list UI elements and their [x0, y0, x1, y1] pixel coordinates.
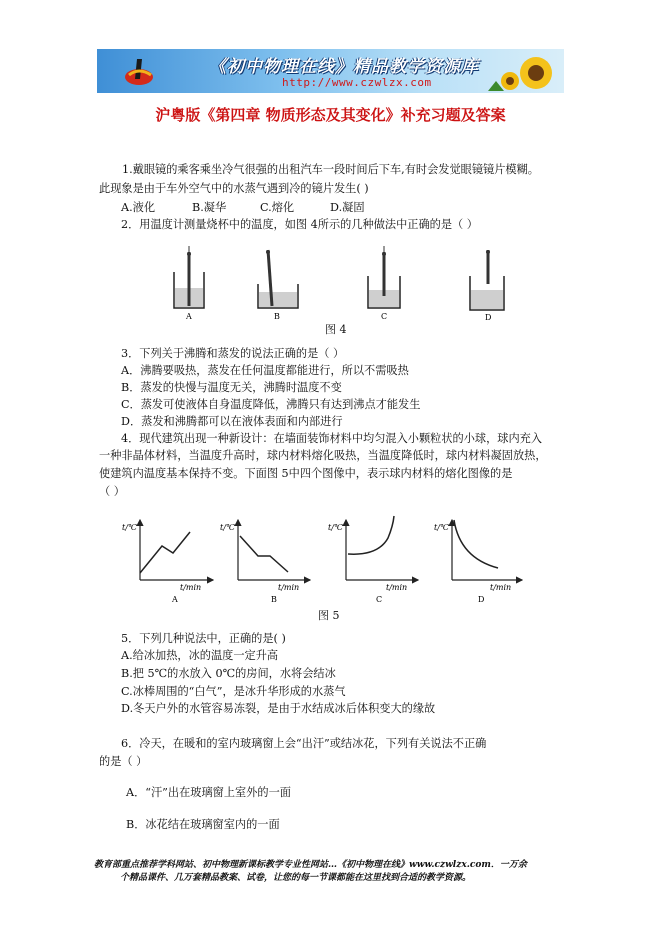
footer-line1: 教育部重点推荐学科网站、初中物理新课标教学专业性网站…《初中物理在线》www.czwlzx.com．一万余 [94, 860, 527, 870]
beaker-b [258, 250, 298, 308]
figure-4-caption: 图 4 [325, 323, 347, 336]
graph-d-x-label: t/min [490, 583, 512, 592]
q4-line1: 4．现代建筑出现一种新设计：在墙面装饰材料中均匀混入小颗粒状的小球，球内充入 [121, 432, 543, 445]
graph-a-y-label: t/℃ [122, 523, 137, 532]
q1-line1: 1.戴眼镜的乘客乘坐冷气很强的出租汽车一段时间后下车,有时会发觉眼镜镜片模糊。 [122, 163, 539, 176]
q5-option-c: C.冰棒周围的“白气”，是冰升华形成的水蒸气 [121, 685, 346, 698]
q6-option-b: B．冰花结在玻璃窗室内的一面 [126, 818, 280, 831]
q5-option-d: D.冬天户外的水管容易冻裂，是由于水结成冰后体积变大的缘故 [121, 702, 436, 715]
graph-d [434, 520, 522, 604]
q5-option-b: B.把 5℃的水放入 0℃的房间，水将会结冰 [121, 667, 336, 680]
graph-c-y-label: t/℃ [328, 523, 343, 532]
graph-c [328, 516, 418, 604]
sunflower-icon [488, 51, 558, 91]
fig4-label-c: C [381, 312, 388, 321]
q6-option-a: A．“汗”出在玻璃窗上室外的一面 [126, 786, 291, 799]
q2-line1: 2．用温度计测量烧杯中的温度，如图 4所示的几种做法中正确的是（ ） [121, 218, 478, 231]
q3-line1: 3．下列关于沸腾和蒸发的说法正确的是（ ） [121, 347, 345, 360]
q1-option-d: D.凝固 [330, 201, 365, 214]
site-logo-icon [121, 53, 157, 89]
beaker-a [174, 246, 204, 308]
q6-line2: 的是（ ） [99, 755, 148, 768]
footer-line2: 个精品课件、几万套精品教案、试卷，让您的每一节课都能在这里找到合适的教学资源。 [120, 873, 472, 883]
graph-b [220, 520, 310, 604]
graph-a-label: A [172, 595, 178, 604]
q1-line2: 此现象是由于车外空气中的水蒸气遇到冷的镜片发生( ) [99, 182, 369, 195]
q4-line4: （ ） [99, 485, 125, 498]
graph-d-label: D [478, 595, 485, 604]
figure-5-caption: 图 5 [318, 609, 340, 622]
beaker-d [470, 250, 504, 310]
q1-option-a: A.液化 [121, 201, 156, 214]
fig4-label-d: D [485, 313, 492, 322]
banner-title: 《初中物理在线》精品教学资源库 [209, 57, 479, 77]
q5-line1: 5．下列几种说法中，正确的是( ) [121, 632, 286, 645]
figure-4-beakers [160, 244, 520, 322]
fig4-label-a: A [186, 312, 192, 321]
fig4-label-b: B [274, 312, 280, 321]
banner-url[interactable]: http://www.czwlzx.com [282, 76, 432, 89]
q1-option-c: C.熔化 [260, 201, 295, 214]
site-banner [97, 49, 564, 93]
graph-b-label: B [271, 595, 277, 604]
q5-option-a: A.给冰加热，冰的温度一定升高 [121, 649, 279, 662]
figure-5-graphs [118, 508, 528, 608]
beaker-c [368, 246, 400, 308]
graph-a [122, 520, 213, 604]
q3-option-b: B．蒸发的快慢与温度无关，沸腾时温度不变 [121, 381, 342, 394]
document-title: 沪粤版《第四章 物质形态及其变化》补充习题及答案 [155, 106, 506, 124]
q3-option-a: A．沸腾要吸热，蒸发在任何温度都能进行，所以不需吸热 [121, 364, 409, 377]
q4-line2: 一种非晶体材料，当温度升高时，球内材料熔化吸热，当温度降低时，球内材料凝固放热， [99, 449, 547, 462]
q3-option-d: D．蒸发和沸腾都可以在液体表面和内部进行 [121, 415, 343, 428]
graph-b-x-label: t/min [278, 583, 300, 592]
graph-c-x-label: t/min [386, 583, 408, 592]
graph-b-y-label: t/℃ [220, 523, 235, 532]
graph-d-y-label: t/℃ [434, 523, 449, 532]
graph-a-x-label: t/min [180, 583, 202, 592]
graph-c-label: C [376, 595, 383, 604]
q1-option-b: B.凝华 [192, 201, 227, 214]
q6-line1: 6．冷天，在暖和的室内玻璃窗上会“出汗”或结冰花，下列有关说法不正确 [121, 737, 487, 750]
q4-line3: 使建筑内温度基本保持不变。下面图 5中四个图像中，表示球内材料的熔化图像的是 [99, 467, 513, 480]
q3-option-c: C．蒸发可使液体自身温度降低，沸腾只有达到沸点才能发生 [121, 398, 421, 411]
